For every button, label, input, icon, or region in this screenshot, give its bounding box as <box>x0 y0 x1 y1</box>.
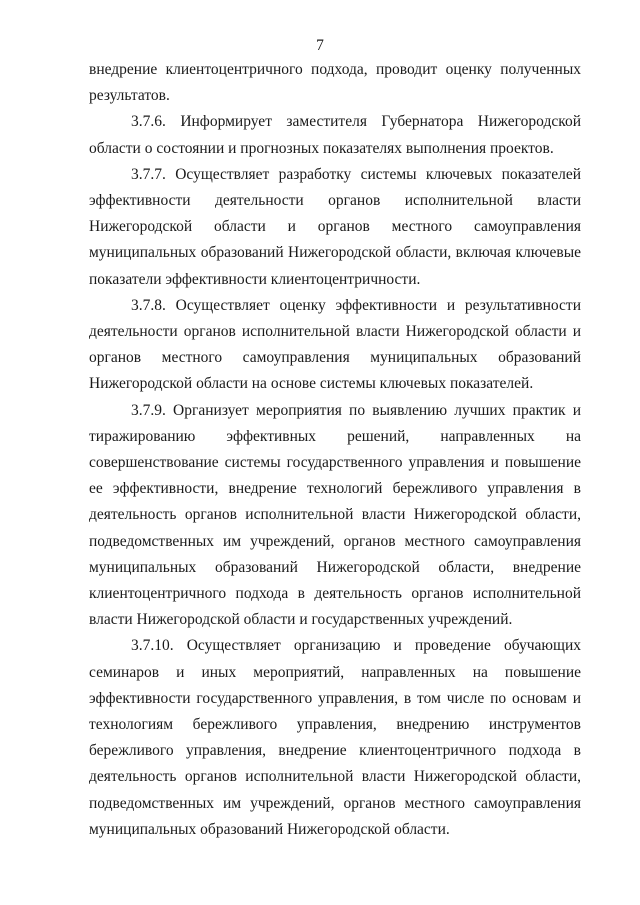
paragraph-3-7-10: 3.7.10. Осуществляет организацию и проведение обучающих семинаров и иных мероприятий, направленных на повышение эффективности государственного управления, в том числе по основам и технологиям бережливого управления, внедрению инструментов бережливого управления, внедрение клиентоцентричного подхода в деятельность органов исполнительной власти Нижегородской области, подведомственных им учреждений, органов местного самоуправления муниципальных образований Нижегородской области. <box>89 637 581 838</box>
paragraph-continuation: внедрение клиентоцентричного подхода, проводит оценку полученных результатов. <box>89 61 581 105</box>
paragraph-3-7-7: 3.7.7. Осуществляет разработку системы ключевых показателей эффективности деятельности органов исполнительной власти Нижегородской области и органов местного самоуправления муниципальных образований Нижегородской области, включая ключевые показатели эффективности клиентоцентричности. <box>89 165 581 288</box>
document-body <box>89 57 581 843</box>
paragraph-3-7-9: 3.7.9. Организует мероприятия по выявлению лучших практик и тиражированию эффективных решений, направленных на совершенствование системы государственного управления и повышение ее эффективности, внедрение технологий бережливого управления в деятельность органов исполнительной власти Нижегородской области, подведомственных им учреждений, органов местного самоуправления муниципальных образований Нижегородской области, внедрение клиентоцентричного подхода в деятельность органов исполнительной власти Нижегородской области и государственных учреждений. <box>89 401 581 629</box>
paragraph-3-7-8: 3.7.8. Осуществляет оценку эффективности и результативности деятельности органов исполнительной власти Нижегородской области и органов местного самоуправления муниципальных образований Нижегородской области на основе системы ключевых показателей. <box>89 296 581 393</box>
page-number: 7 <box>316 37 324 54</box>
paragraph-3-7-6: 3.7.6. Информирует заместителя Губернатора Нижегородской области о состоянии и прогнозных показателях выполнения проектов. <box>89 113 581 157</box>
